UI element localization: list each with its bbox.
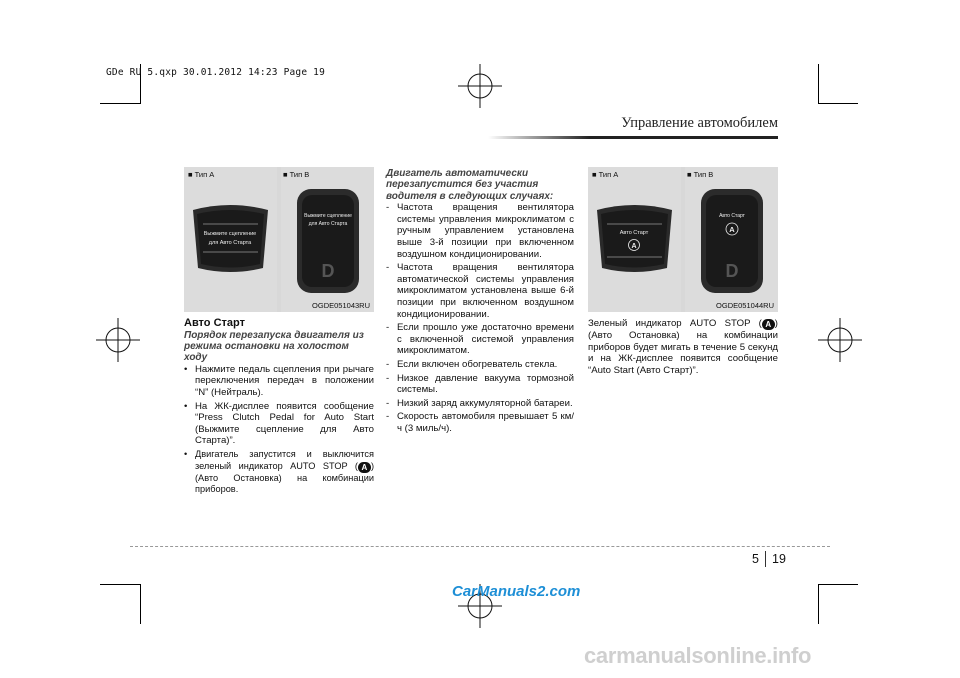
crop-mark (140, 584, 141, 624)
paragraph: Зеленый индикатор AUTO STOP ( A ) (Авто Остановка) на комбинации приборов будет мигать в течение 5 секунд и на ЖК-дисплее появится сообщение “Auto Start (Авто Старт)”. (588, 318, 778, 376)
auto-stop-icon: A (762, 319, 775, 330)
footer-rule (130, 546, 830, 547)
type-b-label: ■ Тип B (283, 170, 310, 179)
section-subheading: Порядок перезапуска двигателя из режима остановки на холостом ходу (184, 329, 364, 364)
type-a-label: ■ Тип A (188, 170, 215, 179)
watermark-logo: CarManuals2.com (452, 583, 581, 600)
crop-mark (818, 584, 858, 585)
column-2 (386, 168, 574, 437)
figure-code: OGDE051043RU (312, 301, 370, 310)
svg-text:A: A (631, 243, 637, 250)
registration-mark-icon (458, 64, 502, 108)
column-1 (184, 318, 374, 498)
gear-indicator: D (725, 261, 739, 281)
crop-mark (818, 64, 819, 104)
crop-mark (818, 103, 858, 104)
square-marker-icon: ■ (283, 170, 288, 179)
list-item: - Частота вращения вентилятора системы управления микроклиматом с ручным управлением установлена выше 3-й позиции при включенном воздушном кондиционировании. (386, 202, 574, 260)
figure-right (588, 167, 778, 312)
screen-a-text: Авто Старт (619, 230, 649, 236)
screen-a-line2: для Авто Старта (208, 240, 252, 246)
page-number: 19 (772, 552, 786, 566)
figure-left (184, 167, 374, 312)
auto-stop-icon: A (358, 462, 371, 473)
section-heading: Авто Старт (184, 317, 245, 329)
page-header-title: Управление автомобилем (621, 115, 778, 131)
lcd-screen-type-a (593, 202, 676, 282)
crop-mark (818, 584, 819, 624)
header-rule (488, 136, 778, 139)
list-item: • Двигатель запустится и выключится зеленый индикатор AUTO STOP ( A ) (Авто Остановка) на комбинации приборов. (184, 448, 374, 495)
crop-mark (100, 584, 140, 585)
type-a-label: ■ Тип A (592, 170, 619, 179)
list-item: - Низкий заряд аккумуляторной батареи. (386, 397, 573, 409)
section-number: 5 (752, 552, 759, 566)
gear-indicator: D (321, 261, 335, 281)
list-item: - Если прошло уже достаточно времени с включенной системой управления микроклиматом. (386, 322, 574, 357)
lcd-screen-type-a (189, 202, 272, 282)
square-marker-icon: ■ (188, 170, 193, 179)
lcd-screen-type-b (295, 187, 361, 295)
list-item: - Частота вращения вентилятора автоматической системы управления микроклиматом установлена выше 6-й позиции при включенном воздушном кондиционировании. (386, 262, 574, 320)
crop-mark (100, 103, 140, 104)
registration-mark-icon (96, 318, 140, 362)
square-marker-icon: ■ (687, 170, 692, 179)
print-slug: GDe RU 5.qxp 30.01.2012 14:23 Page 19 (106, 67, 326, 78)
watermark-text: carmanualsonline.info (584, 643, 812, 668)
svg-text:A: A (729, 225, 735, 234)
screen-b-text: Авто Старт (719, 213, 745, 219)
figure-code: OGDE051044RU (716, 301, 774, 310)
list-item: • На ЖК-дисплее появится сообщение “Press Clutch Pedal for Auto Start (Выжмите сцепление для Авто Старта)”. (184, 400, 374, 447)
registration-mark-icon (818, 318, 862, 362)
list-item: • Нажмите педаль сцепления при рычаге переключения передач в положении “N” (Нейтраль). (184, 363, 374, 398)
list-item: - Если включен обогреватель стекла. (386, 358, 558, 370)
list-item: - Низкое давление вакуума тормозной системы. (386, 372, 574, 396)
section-subheading: Двигатель автоматически перезапустится без участия водителя в следующих случаях: (386, 168, 554, 202)
screen-a-line1: Выжмите сцепление (203, 231, 257, 237)
lcd-screen-type-b (699, 187, 765, 295)
list-item: - Скорость автомобиля превышает 5 км/ч (3 миль/ч). (386, 411, 574, 434)
page-number-divider (765, 551, 766, 567)
screen-b-line2: для Авто Старта (308, 221, 348, 227)
column-3 (588, 318, 778, 376)
screen-b-line1: Выжмите сцепление (304, 213, 352, 219)
square-marker-icon: ■ (592, 170, 597, 179)
type-b-label: ■ Тип B (687, 170, 714, 179)
